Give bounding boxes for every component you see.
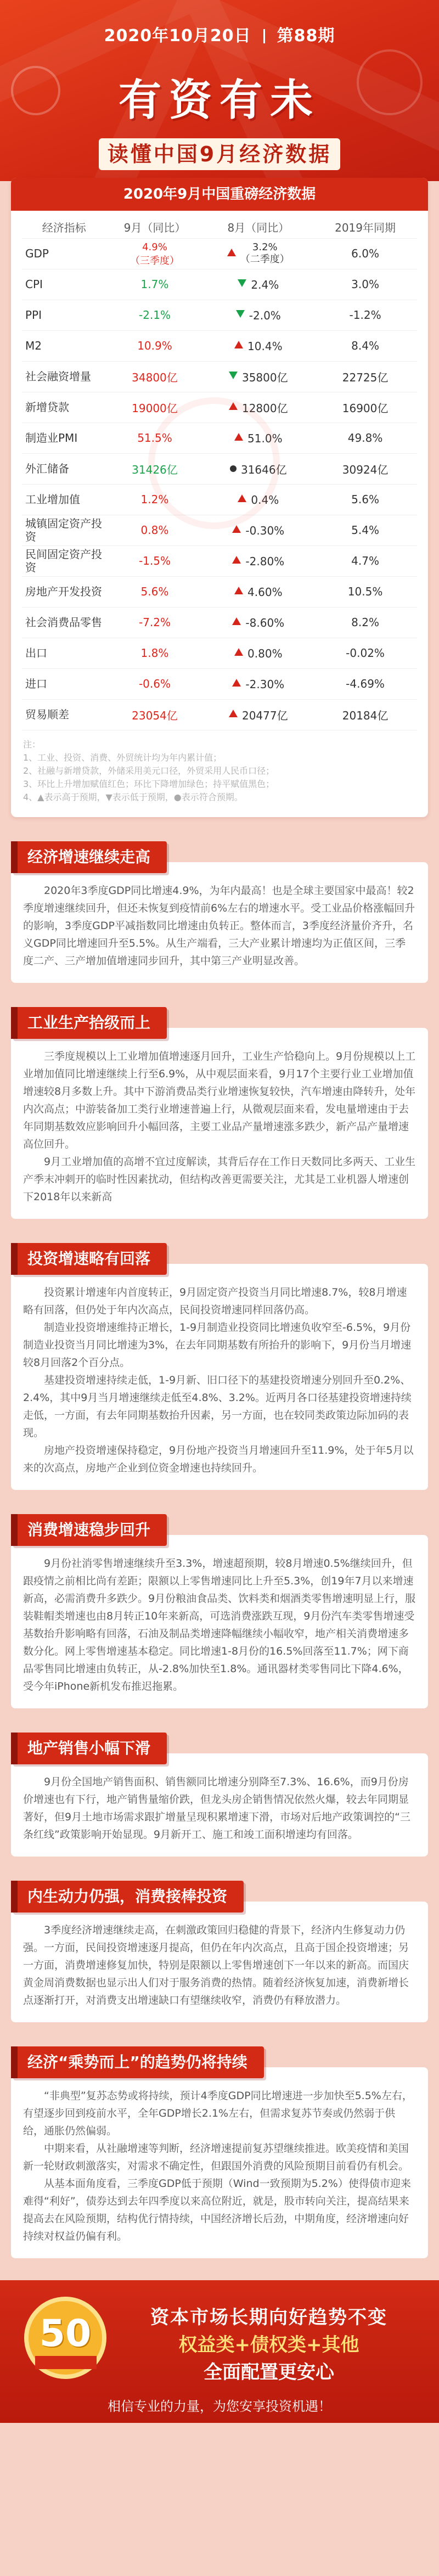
indicator-name: PPI	[22, 300, 106, 330]
article-section	[11, 1733, 428, 1857]
indicator-name: 工业增加值	[22, 484, 106, 515]
last-year-value: 49.8%	[313, 423, 417, 453]
last-year-value: 3.0%	[313, 269, 417, 300]
article-section	[11, 2046, 428, 2258]
heading-accent	[11, 1514, 18, 1546]
note-line: 3、环比上升增加赋值红色；环比下降增加绿色；持平赋值黑色；	[23, 778, 275, 789]
september-value	[106, 269, 203, 300]
section-paragraph: 9月份全国地产销售面积、销售额同比增速分别降至7.3%、16.6%，而9月份房价增速也有下行，地产销售量缩价跌，但龙头房企销售情况依然火爆，较去年同期显著好，但9月土地市场需求跟扩增量呈现积累增速下滑，市场对后地产政策调控的“三条红线”政策影响开始显现。9月新开工、施工和竣工面积增速均有回落。	[23, 1775, 410, 1841]
arrow-up-icon	[232, 679, 241, 687]
last-year-value: 22725亿	[313, 361, 417, 392]
table-header-row	[22, 216, 417, 238]
section-body	[11, 2067, 428, 2258]
arrow-up-icon	[229, 710, 238, 717]
september-value	[106, 638, 203, 668]
last-year-value: 6.0%	[313, 238, 417, 269]
last-year-value: 20184亿	[313, 699, 417, 730]
table-notes	[23, 738, 416, 804]
last-year-value: 5.6%	[313, 484, 417, 515]
indicator-name: 贸易顺差	[22, 699, 106, 730]
section-body	[11, 862, 428, 983]
table-row	[22, 300, 417, 330]
september-value	[106, 699, 203, 730]
section-paragraph: 9月工业增加值的高增不宜过度解读，其背后存在工作日天数同比多两天、工业生产季末冲刺开的临时性因素扰动，但结构改善更需要关注，尤其是工业机器人增速创下2018年以来新高	[23, 1155, 416, 1203]
august-value	[203, 638, 313, 668]
september-value-text: 19000亿	[132, 401, 178, 415]
august-value	[203, 668, 313, 699]
section-heading-text: 经济增速继续走高	[27, 847, 151, 866]
september-value	[106, 545, 203, 576]
august-value-text: 2.4%	[251, 278, 279, 291]
indicator-name: 房地产开发投资	[22, 576, 106, 607]
september-value	[106, 668, 203, 699]
article-section	[11, 841, 428, 983]
september-value	[106, 300, 203, 330]
august-value-text: 12800亿	[241, 401, 288, 415]
indicator-name: GDP	[22, 238, 106, 269]
heading-accent	[11, 1733, 18, 1764]
arrow-up-icon	[232, 556, 241, 564]
table-row	[22, 638, 417, 668]
august-value-text: 3.2% （二季度）	[240, 241, 290, 265]
indicator-name: 进口	[22, 668, 106, 699]
indicator-name: 制造业PMI	[22, 423, 106, 453]
september-value-text: -7.2%	[138, 616, 171, 629]
column-header: 8月（同比）	[203, 216, 313, 238]
anniversary-badge	[24, 2297, 106, 2379]
issue-date: 2020年10月20日	[104, 26, 251, 46]
september-value-text: 5.6%	[140, 585, 169, 598]
september-value	[106, 330, 203, 361]
section-heading	[11, 1514, 167, 1546]
last-year-value: 8.4%	[313, 330, 417, 361]
hero-subtitle: 读懂中国9月经济数据	[99, 138, 340, 170]
last-year-value: -1.2%	[313, 300, 417, 330]
august-value-text: 20477亿	[241, 708, 288, 722]
section-paragraph: 房地产投资增速保持稳定，9月份地产投资当月增速回升至11.9%，处于年5月以来的次高点，房地产企业到位资金增速也持续回升。	[23, 1444, 414, 1474]
indicator-name: M2	[22, 330, 106, 361]
column-header: 经济指标	[22, 216, 106, 238]
last-year-value: 4.7%	[313, 545, 417, 576]
note-line: 2、社融与新增贷款，外储采用美元口径，外贸采用人民币口径；	[23, 765, 275, 776]
august-value-text: 0.80%	[247, 646, 283, 660]
section-paragraph: 2020年3季度GDP同比增速4.9%，为年内最高！也是全球主要国家中最高！较2季度增速继续回升，但还未恢复到疫情前6%左右的增速水平。受工业品价格涨幅回升的影响，3季度GDP平减指数同比增速由负转正。整体而言，3季度经济量价齐升，名义GDP同比增速回升至5.5%。从生产端看，三大产业累计增速均为正值区间，三季度二产、三产增加值增速同步回升，其中第三产业明显改善。	[23, 884, 415, 967]
section-body	[11, 1264, 428, 1490]
arrow-down-icon	[236, 310, 245, 318]
section-heading	[11, 1733, 167, 1764]
september-value-text: 31426亿	[132, 463, 178, 476]
section-paragraph: 投资累计增速年内首度转正，9月固定资产投资当月同比增速8.7%，较8月增速略有回落，但仍处于年内次高点，民间投资增速同样回落仍高。	[23, 1286, 407, 1316]
table-row	[22, 607, 417, 638]
section-heading	[11, 1007, 167, 1039]
september-value-text: 10.9%	[137, 339, 172, 352]
last-year-value: -4.69%	[313, 668, 417, 699]
arrow-down-icon	[238, 279, 246, 287]
august-value-text: 10.4%	[247, 339, 283, 353]
september-value	[106, 515, 203, 545]
september-value-text: -2.1%	[138, 308, 171, 322]
heading-accent	[11, 1243, 18, 1275]
arrow-up-icon	[232, 617, 241, 625]
september-value-text: 1.7%	[140, 278, 169, 291]
table-row	[22, 699, 417, 730]
last-year-value: 10.5%	[313, 576, 417, 607]
august-value-text: 4.60%	[247, 585, 283, 599]
section-paragraph: 基建投资增速持续走低，1-9月新、旧口径下的基建投资增速分别回升至0.2%、2.4%，其中9月当月增速继续走低至4.8%、3.2%。近两月各口径基建投资增速持续走低，一方面，有去年同期基数抬升因素，另一方面，也在较同类政策边际加码的表现。	[23, 1374, 412, 1439]
august-value	[203, 238, 313, 269]
table-row	[22, 238, 417, 269]
arrow-up-icon	[234, 648, 243, 656]
hero-banner	[0, 0, 439, 181]
table-row	[22, 361, 417, 392]
september-value-text: 51.5%	[137, 431, 172, 445]
footer-subline: 权益类+债权类+其他	[178, 2333, 359, 2356]
indicator-name: 外汇储备	[22, 453, 106, 484]
last-year-value: 8.2%	[313, 607, 417, 638]
issue-date-line	[0, 22, 439, 46]
indicator-name: 出口	[22, 638, 106, 668]
section-heading-text: 投资增速略有回落	[27, 1249, 151, 1268]
september-value-text: 1.8%	[140, 646, 169, 660]
august-value-text: 51.0%	[247, 431, 283, 445]
august-value-text: -0.30%	[245, 524, 285, 537]
heading-accent	[11, 2046, 18, 2078]
indicator-name: 民间固定资产投资	[22, 545, 106, 576]
table-row	[22, 576, 417, 607]
section-body	[11, 1902, 428, 2022]
arrow-up-icon	[234, 587, 243, 594]
indicator-name: 社会融资增量	[22, 361, 106, 392]
september-value-text: 1.2%	[140, 493, 169, 506]
article-section	[11, 1881, 428, 2022]
section-paragraph: 制造业投资增速维持正增长，1-9月制造业投资同比增速负收窄至-6.5%，9月份制造业投资当月同比增速为3%，在去年同期基数有所抬升的影响下，9月份当月增速较8月回落2个百分点。	[23, 1321, 412, 1369]
august-value-text: -2.30%	[245, 677, 285, 691]
section-heading-text: 工业生产拾级而上	[27, 1013, 151, 1032]
section-paragraph: 3季度经济增速继续走高，在刺激政策回归稳健的背景下，经济内生修复动力仍强。一方面，民间投资增速逐月提高，但仍在年内次高点，且高于国企投资增速；另一方面，消费增速修复加快，特别是限额以上零售增速创下一年以来的新高。而国庆黄金周消费数据也显示出人们对于服务消费的热情。随着经济恢复加速，消费新增长点逐渐打开，对消费支出增速缺口有望继续收窄，消费仍有释放潜力。	[23, 1923, 409, 2006]
september-value	[106, 423, 203, 453]
footer-subline: 全面配置更安心	[204, 2361, 334, 2383]
section-heading	[11, 2046, 264, 2078]
august-value	[203, 361, 313, 392]
footer-banner	[0, 2280, 439, 2423]
footer-headline: 资本市场长期向好趋势不变	[150, 2306, 387, 2328]
august-value	[203, 699, 313, 730]
badge-ribbon	[35, 2356, 97, 2369]
section-body	[11, 1535, 428, 1708]
section-heading	[11, 1881, 244, 1913]
note-line: 4、▲表示高于预期，▼表示低于预期，●表示符合预期。	[23, 791, 243, 802]
heading-accent	[11, 841, 18, 873]
august-value	[203, 576, 313, 607]
article-section	[11, 1243, 428, 1490]
arrow-up-icon	[232, 525, 241, 533]
august-value	[203, 545, 313, 576]
column-header: 2019年同期	[313, 216, 417, 238]
section-heading-text: 内生动力仍强，消费接棒投资	[27, 1887, 228, 1905]
section-paragraph: 从基本面角度看，三季度GDP低于预期（Wind一致预期为5.2%）使得债市迎来难得“利好”，债券达到去年四季度以来高位附近，就是，股市转向关注，提高结果来提高去在风险预期，结构优行情持续，中国经济增长后劲，中期角度，经济增速向好持续对权益仍偏有利。	[23, 2177, 411, 2242]
table-row	[22, 545, 417, 576]
september-value-text: 0.8%	[140, 524, 169, 537]
august-value-text: 0.4%	[251, 493, 279, 507]
arrow-up-icon	[227, 249, 236, 256]
august-value-text: 31646亿	[240, 463, 287, 476]
economic-data-card	[11, 178, 428, 817]
indicator-name: 新增贷款	[22, 392, 106, 423]
august-value	[203, 330, 313, 361]
heading-accent	[11, 1881, 18, 1913]
heading-accent	[11, 1007, 18, 1039]
september-value	[106, 238, 203, 269]
section-body	[11, 1753, 428, 1857]
article-section	[11, 1514, 428, 1708]
september-value	[106, 607, 203, 638]
section-paragraph: 三季度规模以上工业增加值增速逐月回升，工业生产恰稳向上。9月份规模以上工业增加值同比增速继续上行至6.9%，从中观层面来看，9月17个主要行业工业增加值增速较8月多数上升。其中下游消费品类行业增速恢复较快，汽车增速由降转升，处年内次高点；中游装备加工类行业增速普遍上行，从微观层面来看，发电量增速由于去年同期基数效应影响回升小幅回落，主要工业品产量增速涨多跌少，新产品产量增速高位回升。	[23, 1050, 416, 1150]
section-heading	[11, 841, 167, 873]
september-value-text: -1.5%	[138, 554, 171, 567]
september-value-text: 34800亿	[132, 370, 178, 384]
august-value	[203, 269, 313, 300]
september-value-text: 4.9% （三季度）	[130, 241, 179, 267]
august-value	[203, 607, 313, 638]
issue-number: 第88期	[277, 26, 335, 46]
badge-number: 50	[39, 2311, 92, 2355]
indicator-name: 社会消费品零售	[22, 607, 106, 638]
september-value	[106, 361, 203, 392]
september-value	[106, 484, 203, 515]
column-header: 9月（同比）	[106, 216, 203, 238]
arrow-up-icon	[234, 341, 243, 348]
august-value-text: -8.60%	[245, 616, 285, 629]
september-value	[106, 453, 203, 484]
section-heading	[11, 1243, 167, 1275]
article-section	[11, 1007, 428, 1219]
august-value	[203, 300, 313, 330]
indicator-name: 城镇固定资产投资	[22, 515, 106, 545]
september-value	[106, 392, 203, 423]
table-row	[22, 668, 417, 699]
note-line: 1、工业、投资、消费、外贸统计均为年内累计值；	[23, 752, 222, 763]
section-paragraph: 中期来看，从社融增速等判断，经济增速提前复苏望继续推进。欧美疫情和美国新一轮财政刺激落实，对需求不确定性，但跟国外消费的风险预期目前看仍有机会。	[23, 2142, 409, 2172]
august-value-text: 35800亿	[241, 370, 288, 384]
section-paragraph: “非典型”复苏态势或将持续，预计4季度GDP同比增速进一步加快至5.5%左右，有望逐步回到疫前水平，全年GDP增长2.1%左右，但需求复苏节奏或仍然弱于供给，通胀仍然偏弱。	[23, 2089, 413, 2137]
table-row	[22, 330, 417, 361]
last-year-value: 16900亿	[313, 392, 417, 423]
note-line: 注：	[23, 739, 41, 750]
september-value-text: 23054亿	[132, 708, 178, 722]
last-year-value: -0.02%	[313, 638, 417, 668]
hero-title: 有资有未	[118, 76, 320, 125]
indicator-name: CPI	[22, 269, 106, 300]
august-value-text: -2.80%	[245, 554, 285, 568]
section-heading-text: 经济“乘势而上”的趋势仍将持续	[27, 2052, 247, 2071]
section-body	[11, 1028, 428, 1219]
september-value-text: -0.6%	[138, 677, 171, 690]
last-year-value: 5.4%	[313, 515, 417, 545]
section-heading-text: 地产销售小幅下滑	[27, 1739, 151, 1757]
september-value	[106, 576, 203, 607]
table-title: 2020年9月中国重磅经济数据	[11, 178, 428, 211]
august-value-text: -2.0%	[249, 308, 281, 322]
arrow-down-icon	[229, 372, 238, 379]
last-year-value: 30924亿	[313, 453, 417, 484]
table-row	[22, 269, 417, 300]
section-heading-text: 消费增速稳步回升	[27, 1520, 151, 1539]
divider	[263, 29, 265, 43]
section-paragraph: 9月份社消零售增速继续升至3.3%，增速超预期，较8月增速0.5%继续回升，但跟疫情之前相比尚有差距；限额以上零售增速同比上升至5.3%，创19年7月以来增速新高，必需消费升多跌少。9月份粮油食品类、饮料类和烟酒类零售增速明显上行，服装鞋帽类增速也由8月转正10年来新高，可选消费涨跌互现，9月份汽车类零售增速受基数抬升影响略有回落，石油及制品类增速降幅继续小幅收窄，地产相关消费增速多数分化。网上零售增速基本稳定。同比增速1-8月份的16.5%回落至11.7%；网下商品零售同比增速由负转正，从-2.8%加快至1.8%。通讯器材类零售同比下降4.6%，受今年iPhone新机发布推迟拖累。	[23, 1557, 416, 1692]
footer-slogan: 相信专业的力量，为您安享投资机遇！	[108, 2398, 331, 2414]
